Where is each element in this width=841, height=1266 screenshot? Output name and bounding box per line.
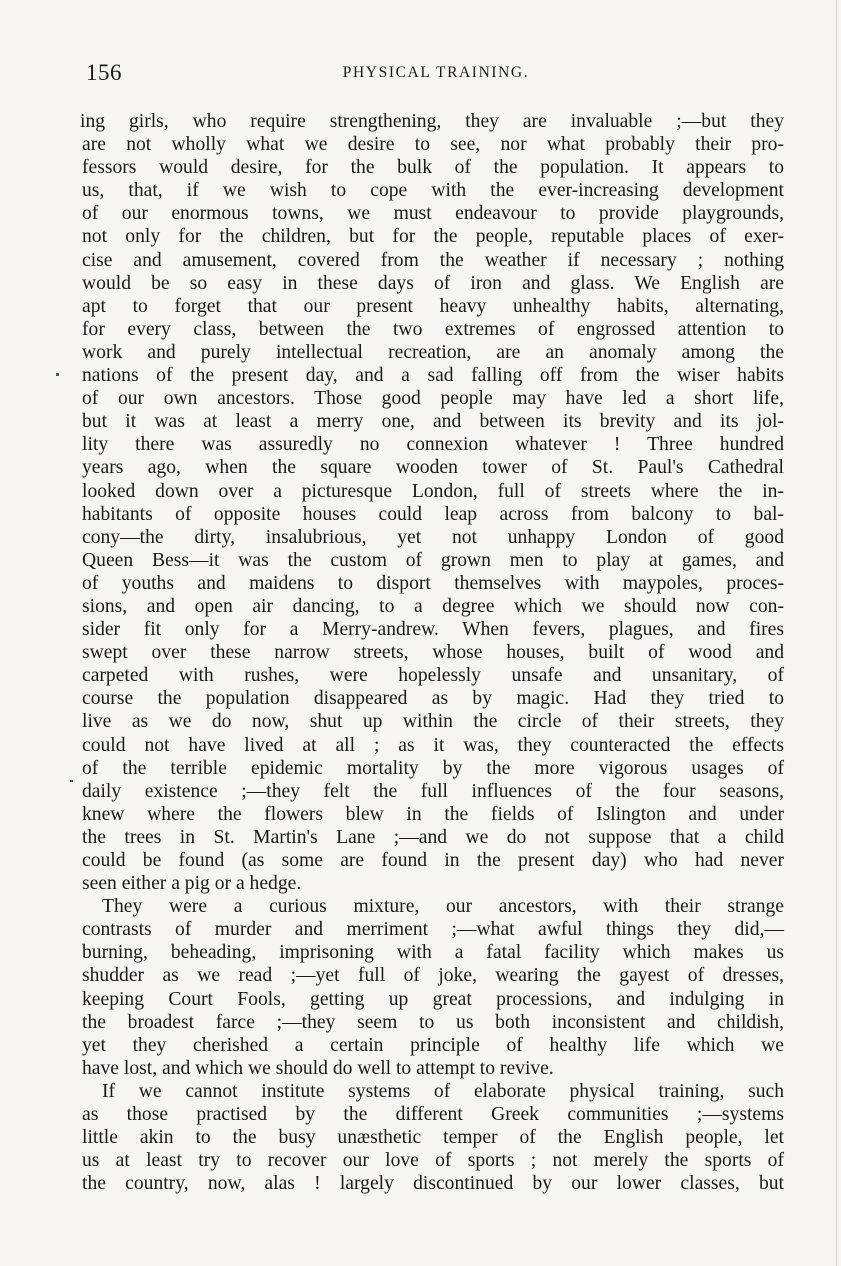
text-line: could be found (as some are found in the present day) who had never: [82, 850, 784, 871]
text-line: knew where the flowers blew in the fields of Islington and under: [82, 803, 784, 825]
text-line: little akin to the busy unæsthetic temper of the English people, let: [82, 1127, 784, 1149]
text-line: looked down over a picturesque London, full of streets where the in-: [82, 480, 784, 502]
text-line: swept over these narrow streets, whose houses, built of wood and: [82, 642, 784, 664]
text-line: contrasts of murder and merriment ;—what awful things they did,—: [82, 919, 784, 941]
text-line: nations of the present day, and a sad falling off from the wiser habits: [82, 365, 784, 387]
text-line: ing girls, who require strengthening, they are invaluable ;—but they: [80, 111, 784, 132]
text-line: for every class, between the two extremes of engrossed attention to: [82, 318, 784, 340]
text-line: the trees in St. Martin's Lane ;—and we do not suppose that a child: [82, 826, 784, 848]
text-line: Queen Bess—it was the custom of grown men to play at games, and: [82, 549, 784, 571]
paragraph: [80, 1080, 784, 1195]
text-line: not only for the children, but for the people, reputable places of exer-: [82, 226, 784, 248]
text-line: but it was at least a merry one, and between its brevity and its jol-: [82, 411, 784, 433]
text-line: as those practised by the different Greek communities ;—systems: [82, 1104, 784, 1126]
text-line: of the terrible epidemic mortality by the more vigorous usages of: [82, 757, 784, 779]
text-line: habitants of opposite houses could leap across from balcony to bal-: [82, 503, 784, 525]
text-line: apt to forget that our present heavy unhealthy habits, alternating,: [82, 295, 784, 317]
margin-rule: [836, 0, 837, 1266]
margin-speck: [56, 373, 59, 376]
text-line: have lost, and which we should do well to attempt to revive.: [82, 1057, 554, 1079]
text-line: sider fit only for a Merry-andrew. When fevers, plagues, and fires: [82, 619, 784, 641]
running-head: PHYSICAL TRAINING.: [342, 64, 530, 81]
text-line: of youths and maidens to disport themselves with maypoles, proces-: [82, 572, 784, 594]
body-text: [80, 110, 784, 1195]
text-line: us, that, if we wish to cope with the ever-increasing development: [82, 180, 784, 202]
text-line: carpeted with rushes, were hopelessly unsafe and unsanitary, of: [82, 665, 784, 687]
text-line: work and purely intellectual recreation, are an anomaly among the: [82, 341, 784, 363]
text-line: daily existence ;—they felt the full influences of the four seasons,: [82, 780, 784, 802]
text-line: could not have lived at all ; as it was, they counteracted the effects: [82, 734, 784, 756]
text-line: of our own ancestors. Those good people may have led a short life,: [82, 388, 784, 410]
text-line: live as we do now, shut up within the circle of their streets, they: [82, 711, 784, 733]
page-number: 156: [86, 60, 122, 85]
paragraph: [80, 895, 784, 1080]
text-line: keeping Court Fools, getting up great processions, and indulging in: [82, 988, 784, 1010]
text-line: seen either a pig or a hedge.: [82, 873, 302, 895]
text-line: of our enormous towns, we must endeavour to provide playgrounds,: [82, 203, 784, 225]
text-line: course the population disappeared as by magic. Had they tried to: [82, 688, 784, 710]
text-line: sions, and open air dancing, to a degree which we should now con-: [82, 595, 784, 617]
text-line: yet they cherished a certain principle of healthy life which we: [82, 1034, 784, 1056]
text-line: the broadest farce ;—they seem to us both inconsistent and childish,: [82, 1011, 784, 1033]
page-header: [86, 60, 786, 92]
text-line: are not wholly what we desire to see, nor what probably their pro-: [82, 134, 784, 156]
text-line: cony—the dirty, insalubrious, yet not unhappy London of good: [82, 526, 784, 548]
text-line: shudder as we read ;—yet full of joke, wearing the gayest of dresses,: [82, 965, 784, 987]
paragraph: [80, 110, 784, 895]
text-line: years ago, when the square wooden tower of St. Paul's Cathedral: [82, 457, 784, 479]
text-line: burning, beheading, imprisoning with a fatal facility which makes us: [82, 942, 784, 964]
text-line: would be so easy in these days of iron and glass. We English are: [82, 272, 784, 294]
text-line: If we cannot institute systems of elaborate physical training, such: [102, 1080, 784, 1102]
text-line: lity there was assuredly no connexion whatever ! Three hundred: [82, 434, 784, 456]
text-line: fessors would desire, for the bulk of the population. It appears to: [82, 157, 784, 179]
text-line: us at least try to recover our love of sports ; not merely the sports of: [82, 1150, 784, 1172]
text-line: They were a curious mixture, our ancestors, with their strange: [102, 896, 784, 918]
margin-speck: [70, 780, 73, 782]
text-line: cise and amusement, covered from the weather if necessary ; nothing: [82, 249, 784, 271]
text-line: the country, now, alas ! largely discontinued by our lower classes, but: [82, 1173, 784, 1195]
